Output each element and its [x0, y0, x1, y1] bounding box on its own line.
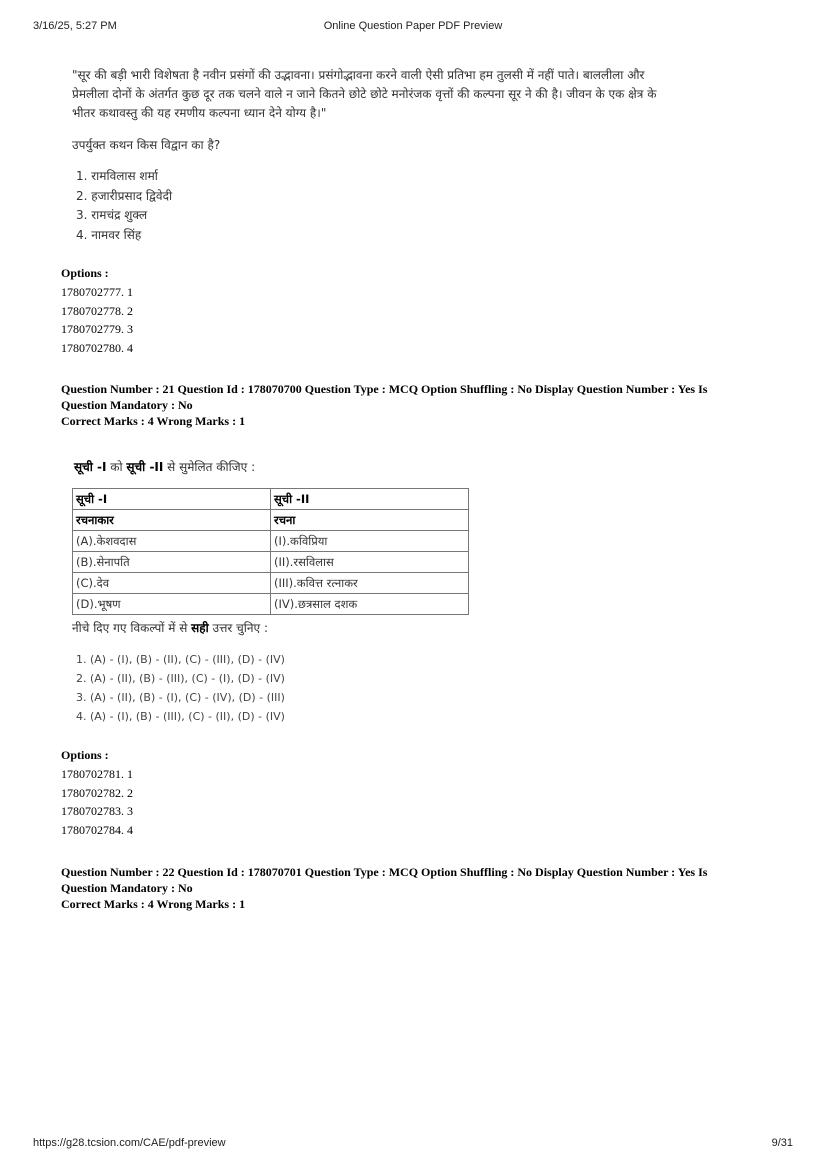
q21-choices: [76, 650, 285, 726]
choice-item: 4. नामवर सिंह: [76, 227, 142, 242]
table-row: [73, 573, 469, 594]
table-row: [73, 489, 469, 510]
q21-instruction-start: नीचे दिए गए विकल्पों में से: [72, 621, 192, 635]
q21-instruction: [72, 619, 268, 636]
table-cell: रचनाकार: [73, 510, 271, 531]
table-cell: (A).केशवदास: [73, 531, 271, 552]
option-item: 1780702782. 2: [61, 785, 133, 800]
table-cell: सूची -I: [73, 489, 271, 510]
q22-meta: [61, 864, 761, 912]
q21-marks: Correct Marks : 4 Wrong Marks : 1: [61, 414, 246, 428]
q22-meta-line1: Question Number : 22 Question Id : 178070701 Question Type : MCQ Option Shuffling : No Display Question Number : Yes Is: [61, 865, 708, 879]
table-row: [73, 594, 469, 615]
choice-item: 1. रामविलास शर्मा: [76, 169, 158, 183]
q21-title-mid: को: [106, 460, 127, 474]
match-table: [72, 488, 469, 615]
choice-item: 1. (A) - (I), (B) - (II), (C) - (III), (D) - (IV): [76, 653, 285, 666]
table-row: [73, 531, 469, 552]
table-cell: (III).कवित्त रत्नाकर: [271, 573, 469, 594]
table-row: [73, 552, 469, 573]
table-cell: रचना: [271, 510, 469, 531]
table-cell: (I).कविप्रिया: [271, 531, 469, 552]
option-item: 1780702784. 4: [61, 823, 133, 838]
q20-passage-line: भीतर कथावस्तु की यह रमणीय कल्पना ध्यान देने योग्य है।": [72, 106, 327, 120]
q21-title-list2: सूची -II: [126, 460, 164, 474]
footer-url[interactable]: https://g28.tcsion.com/CAE/pdf-preview: [33, 1137, 226, 1149]
q20-passage-line: "सूर की बड़ी भारी विशेषता है नवीन प्रसंगों की उद्भावना। प्रसंगोद्भावना करने वाली ऐसी प्रतिभा हम तुलसी में नहीं पाते। बाललीला और: [72, 68, 645, 82]
choice-item: 4. (A) - (I), (B) - (III), (C) - (II), (D) - (IV): [76, 710, 285, 723]
table-cell: (II).रसविलास: [271, 552, 469, 573]
choice-item: 2. (A) - (II), (B) - (III), (C) - (I), (D) - (IV): [76, 672, 285, 685]
table-row: [73, 510, 469, 531]
table-cell: (IV).छत्रसाल दशक: [271, 594, 469, 615]
option-item: 1780702781. 1: [61, 767, 133, 781]
q22-marks: Correct Marks : 4 Wrong Marks : 1: [61, 897, 246, 911]
q21-meta-line1: Question Number : 21 Question Id : 178070700 Question Type : MCQ Option Shuffling : No Display Question Number : Yes Is: [61, 382, 708, 396]
q20-question: उपर्युक्त कथन किस विद्वान का है?: [72, 138, 221, 152]
q22-meta-line2: Question Mandatory : No: [61, 881, 193, 895]
option-item: 1780702778. 2: [61, 303, 133, 318]
option-item: 1780702777. 1: [61, 285, 133, 299]
choice-item: 2. हजारीप्रसाद द्विवेदी: [76, 188, 173, 203]
q20-passage-line: प्रेमलीला दोनों के अंतर्गत कुछ दूर तक चलने वाले न जाने कितने छोटे छोटे मनोरंजक वृत्तों की कल्पना सूर ने की है। जीवन के एक क्षेत्र के: [72, 87, 657, 101]
option-item: 1780702779. 3: [61, 322, 133, 337]
choice-item: 3. रामचंद्र शुक्ल: [76, 208, 148, 222]
q20-choices: [76, 167, 172, 245]
print-datetime: 3/16/25, 5:27 PM: [33, 20, 117, 32]
q20-options: [61, 283, 133, 358]
page-number: 9/31: [771, 1137, 793, 1149]
q21-meta: [61, 381, 761, 429]
q21-instruction-end: उत्तर चुनिए :: [208, 621, 269, 635]
q21-title: [74, 458, 255, 475]
table-cell: (D).भूषण: [73, 594, 271, 615]
choice-item: 3. (A) - (II), (B) - (I), (C) - (IV), (D) - (III): [76, 691, 285, 704]
q21-meta-line2: Question Mandatory : No: [61, 398, 193, 412]
q21-options-label: Options :: [61, 748, 109, 762]
option-item: 1780702780. 4: [61, 341, 133, 356]
q21-title-end: से सुमेलित कीजिए :: [163, 460, 256, 474]
q21-title-list1: सूची -I: [74, 460, 107, 474]
q21-instruction-bold: सही: [191, 621, 209, 635]
table-cell: (B).सेनापति: [73, 552, 271, 573]
q20-options-label: Options :: [61, 266, 109, 280]
option-item: 1780702783. 3: [61, 804, 133, 819]
page-title: Online Question Paper PDF Preview: [323, 20, 503, 32]
table-cell: सूची -II: [271, 489, 469, 510]
table-cell: (C).देव: [73, 573, 271, 594]
q21-options: [61, 765, 133, 840]
q20-passage: [72, 66, 732, 123]
